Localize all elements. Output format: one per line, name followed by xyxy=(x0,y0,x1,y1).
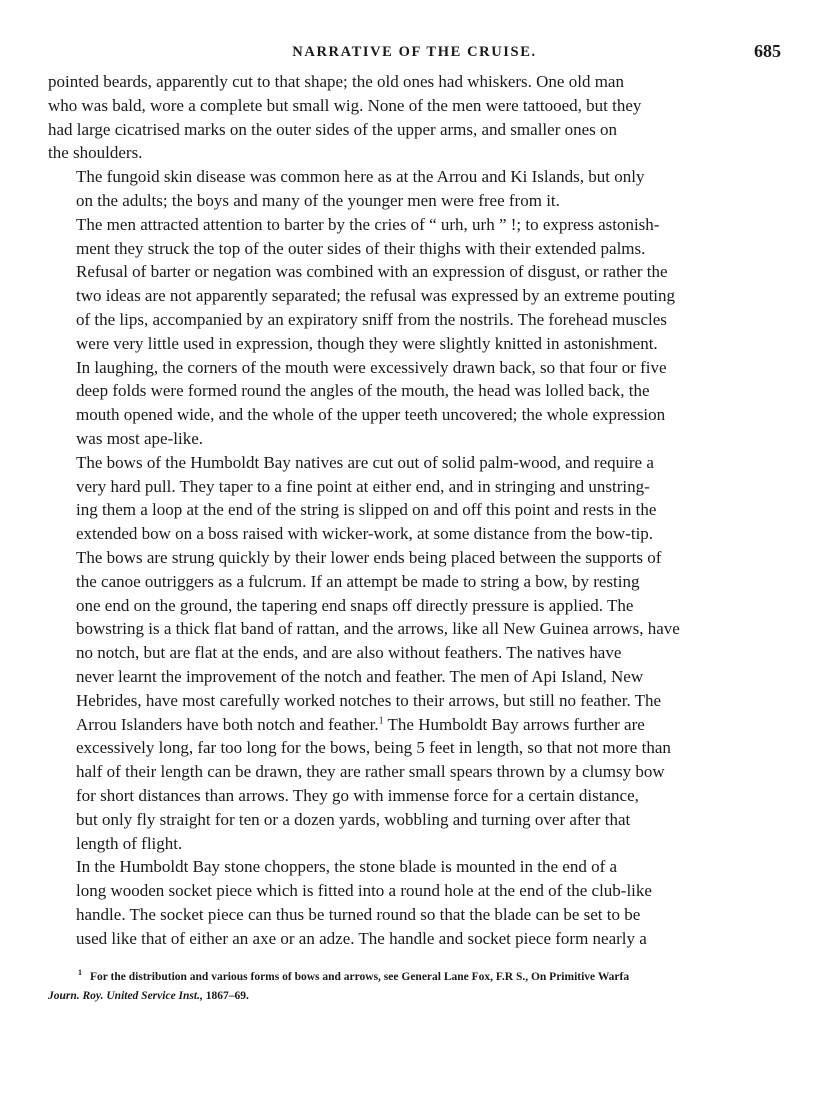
text-line: who was bald, wore a complete but small wig. None of the men were tattooed, but they xyxy=(48,95,642,115)
text-line: The bows of the Humboldt Bay natives are cut out of solid palm-wood, and require a xyxy=(76,452,654,472)
text-line: handle. The socket piece can thus be turned round so that the blade can be set to be xyxy=(76,904,641,924)
text-line: The men attracted attention to barter by the cries of “ urh, urh ” !; to express astonish- xyxy=(76,214,660,234)
text-line: for short distances than arrows. They go with immense force for a certain distance, xyxy=(76,785,639,805)
text-line: In laughing, the corners of the mouth were excessively drawn back, so that four or five xyxy=(76,357,667,377)
text-line: extended bow on a boss raised with wicker-work, at some distance from the bow-tip. xyxy=(76,524,654,544)
text-line: deep folds were formed round the angles of the mouth, the head was lolled back, the xyxy=(76,381,650,401)
text-line: very hard pull. They taper to a fine point at either end, and in stringing and unstring- xyxy=(76,476,650,496)
text-segment: The Humboldt Bay arrows further are xyxy=(383,714,645,734)
text-line: ment they struck the top of the outer sides of their thighs with their extended palms. xyxy=(76,238,646,258)
text-line: pointed beards, apparently cut to that shape; the old ones had whiskers. One old man xyxy=(48,72,624,91)
text-line: excessively long, far too long for the bows, being 5 feet in length, so that not more than xyxy=(76,738,671,758)
text-segment: Arrou Islanders have both notch and feather. xyxy=(76,714,379,734)
footnote-text: For the distribution and various forms of bows and arrows, see General Lane Fox, F.R S., On Primitive Warfa xyxy=(90,971,630,984)
footnote-reference[interactable]: 1 xyxy=(378,714,384,726)
text-line: length of flight. xyxy=(76,833,183,853)
body-text xyxy=(48,70,781,950)
paragraph-3 xyxy=(48,213,781,451)
paragraph-4 xyxy=(48,451,781,856)
text-line: The bows are strung quickly by their lower ends being placed between the supports of xyxy=(76,547,662,567)
text-line: on the adults; the boys and many of the younger men were free from it. xyxy=(76,190,560,210)
text-line: never learnt the improvement of the notch and feather. The men of Api Island, New xyxy=(76,666,644,686)
text-line: of the lips, accompanied by an expiratory sniff from the nostrils. The forehead muscles xyxy=(76,309,667,329)
text-line-with-footnote xyxy=(48,713,781,737)
text-line: bowstring is a thick flat band of rattan, and the arrows, like all New Guinea arrows, have xyxy=(76,619,680,639)
text-line: long wooden socket piece which is fitted into a round hole at the end of the club-like xyxy=(76,881,652,901)
text-line: the shoulders. xyxy=(48,143,143,163)
footnote-years: 1867–69. xyxy=(202,990,249,1003)
paragraph-1 xyxy=(48,70,781,165)
footnote-line xyxy=(48,963,781,987)
text-line: half of their length can be drawn, they are rather small spears thrown by a clumsy bow xyxy=(76,762,665,782)
text-line: one end on the ground, the tapering end snaps off directly pressure is applied. The xyxy=(76,595,634,615)
text-line: ing them a loop at the end of the string is slipped on and off this point and rests in the xyxy=(76,500,657,520)
footnote-marker: 1 xyxy=(78,968,82,978)
book-page xyxy=(48,36,781,1006)
text-line: In the Humboldt Bay stone choppers, the stone blade is mounted in the end of a xyxy=(76,857,618,877)
text-line: mouth opened wide, and the whole of the upper teeth uncovered; the whole expression xyxy=(76,405,666,425)
text-line: Refusal of barter or negation was combined with an expression of disgust, or rather the xyxy=(76,262,668,282)
paragraph-5 xyxy=(48,855,781,950)
paragraph-2 xyxy=(48,165,781,213)
text-line: the canoe outriggers as a fulcrum. If an attempt be made to string a bow, by resting xyxy=(76,571,640,591)
footnote-journal: Journ. Roy. United Service Inst., xyxy=(48,990,203,1003)
footnote-line xyxy=(48,987,781,1006)
running-header xyxy=(48,36,781,70)
text-line: used like that of either an axe or an adze. The handle and socket piece form nearly a xyxy=(76,928,647,948)
text-line: had large cicatrised marks on the outer sides of the upper arms, and smaller ones on xyxy=(48,119,618,139)
page-number: 685 xyxy=(754,41,781,61)
text-line: were very little used in expression, though they were slightly knitted in astonishment. xyxy=(76,333,658,353)
text-line: two ideas are not apparently separated; the refusal was expressed by an extreme pouting xyxy=(76,286,676,306)
text-line: was most ape-like. xyxy=(76,428,203,448)
text-line: The fungoid skin disease was common here as at the Arrou and Ki Islands, but only xyxy=(76,167,645,187)
text-line: no notch, but are flat at the ends, and are also without feathers. The natives have xyxy=(76,643,622,663)
running-title: NARRATIVE OF THE CRUISE. xyxy=(292,44,537,60)
footnotes xyxy=(48,963,781,1006)
text-line: but only fly straight for ten or a dozen yards, wobbling and turning over after that xyxy=(76,809,631,829)
text-line: Hebrides, have most carefully worked notches to their arrows, but still no feather. The xyxy=(76,690,662,710)
